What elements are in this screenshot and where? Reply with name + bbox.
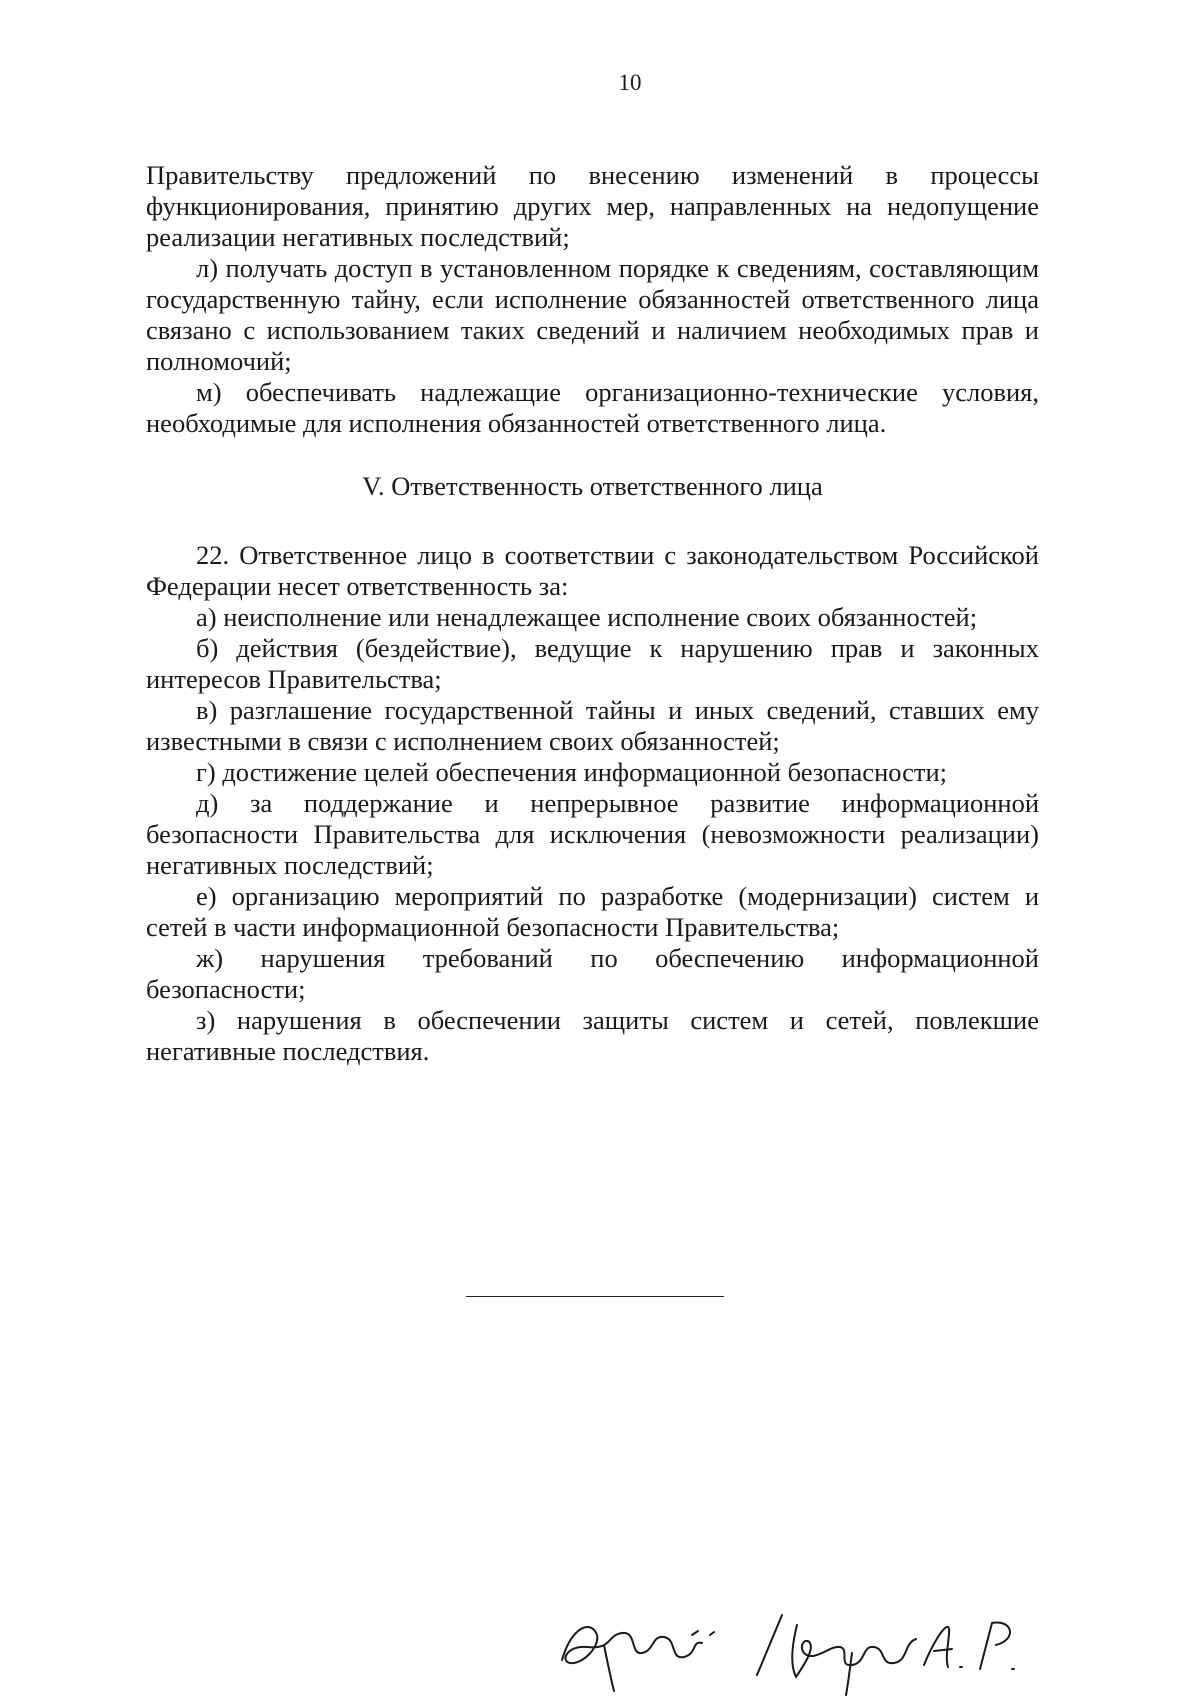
signature-handwriting	[552, 1605, 1032, 1700]
signature	[552, 1605, 1032, 1700]
paragraph-item-g: г) достижение целей обеспечения информационной безопасности;	[196, 757, 948, 787]
paragraph-item-a: а) неисполнение или ненадлежащее исполнение своих обязанностей;	[196, 602, 978, 632]
paragraph-item-v: в) разглашение государственной тайны и иных сведений, ставших ему известными в связи с исполнением своих обязанностей;	[146, 695, 1039, 756]
paragraph-item-d: д) за поддержание и непрерывное развитие информационной безопасности Правительства для исключения (невозможности реализации) негативных последствий;	[146, 788, 1039, 880]
paragraph-22: 22. Ответственное лицо в соответствии с законодательством Российской Федерации несет ответственность за:	[146, 540, 1039, 601]
paragraph-item-z: з) нарушения в обеспечении защиты систем и сетей, повлекшие негативные последствия.	[146, 1005, 1039, 1066]
paragraph-item-b: б) действия (бездействие), ведущие к нарушению прав и законных интересов Правительства;	[146, 633, 1039, 694]
paragraph-item-zh: ж) нарушения требований по обеспечению информационной безопасности;	[146, 943, 1039, 1004]
section-heading: V. Ответственность ответственного лица	[362, 471, 823, 501]
page-number: 10	[618, 70, 642, 95]
paragraph-item-l: л) получать доступ в установленном порядке к сведениям, составляющим государственную тайну, если исполнение обязанностей ответственного лица связано с использованием таких сведений и наличием необходимых прав и полномочий;	[146, 253, 1039, 376]
paragraph-continuation: Правительству предложений по внесению изменений в процессы функционирования, принятию других мер, направленных на недопущение реализации негативных последствий;	[146, 160, 1039, 252]
separator-line	[466, 1296, 724, 1297]
document-body	[146, 160, 1039, 1067]
paragraph-item-e: е) организацию мероприятий по разработке (модернизации) систем и сетей в части информационной безопасности Правительства;	[146, 881, 1039, 942]
paragraph-item-m: м) обеспечивать надлежащие организационно-технические условия, необходимые для исполнения обязанностей ответственного лица.	[146, 377, 1039, 438]
